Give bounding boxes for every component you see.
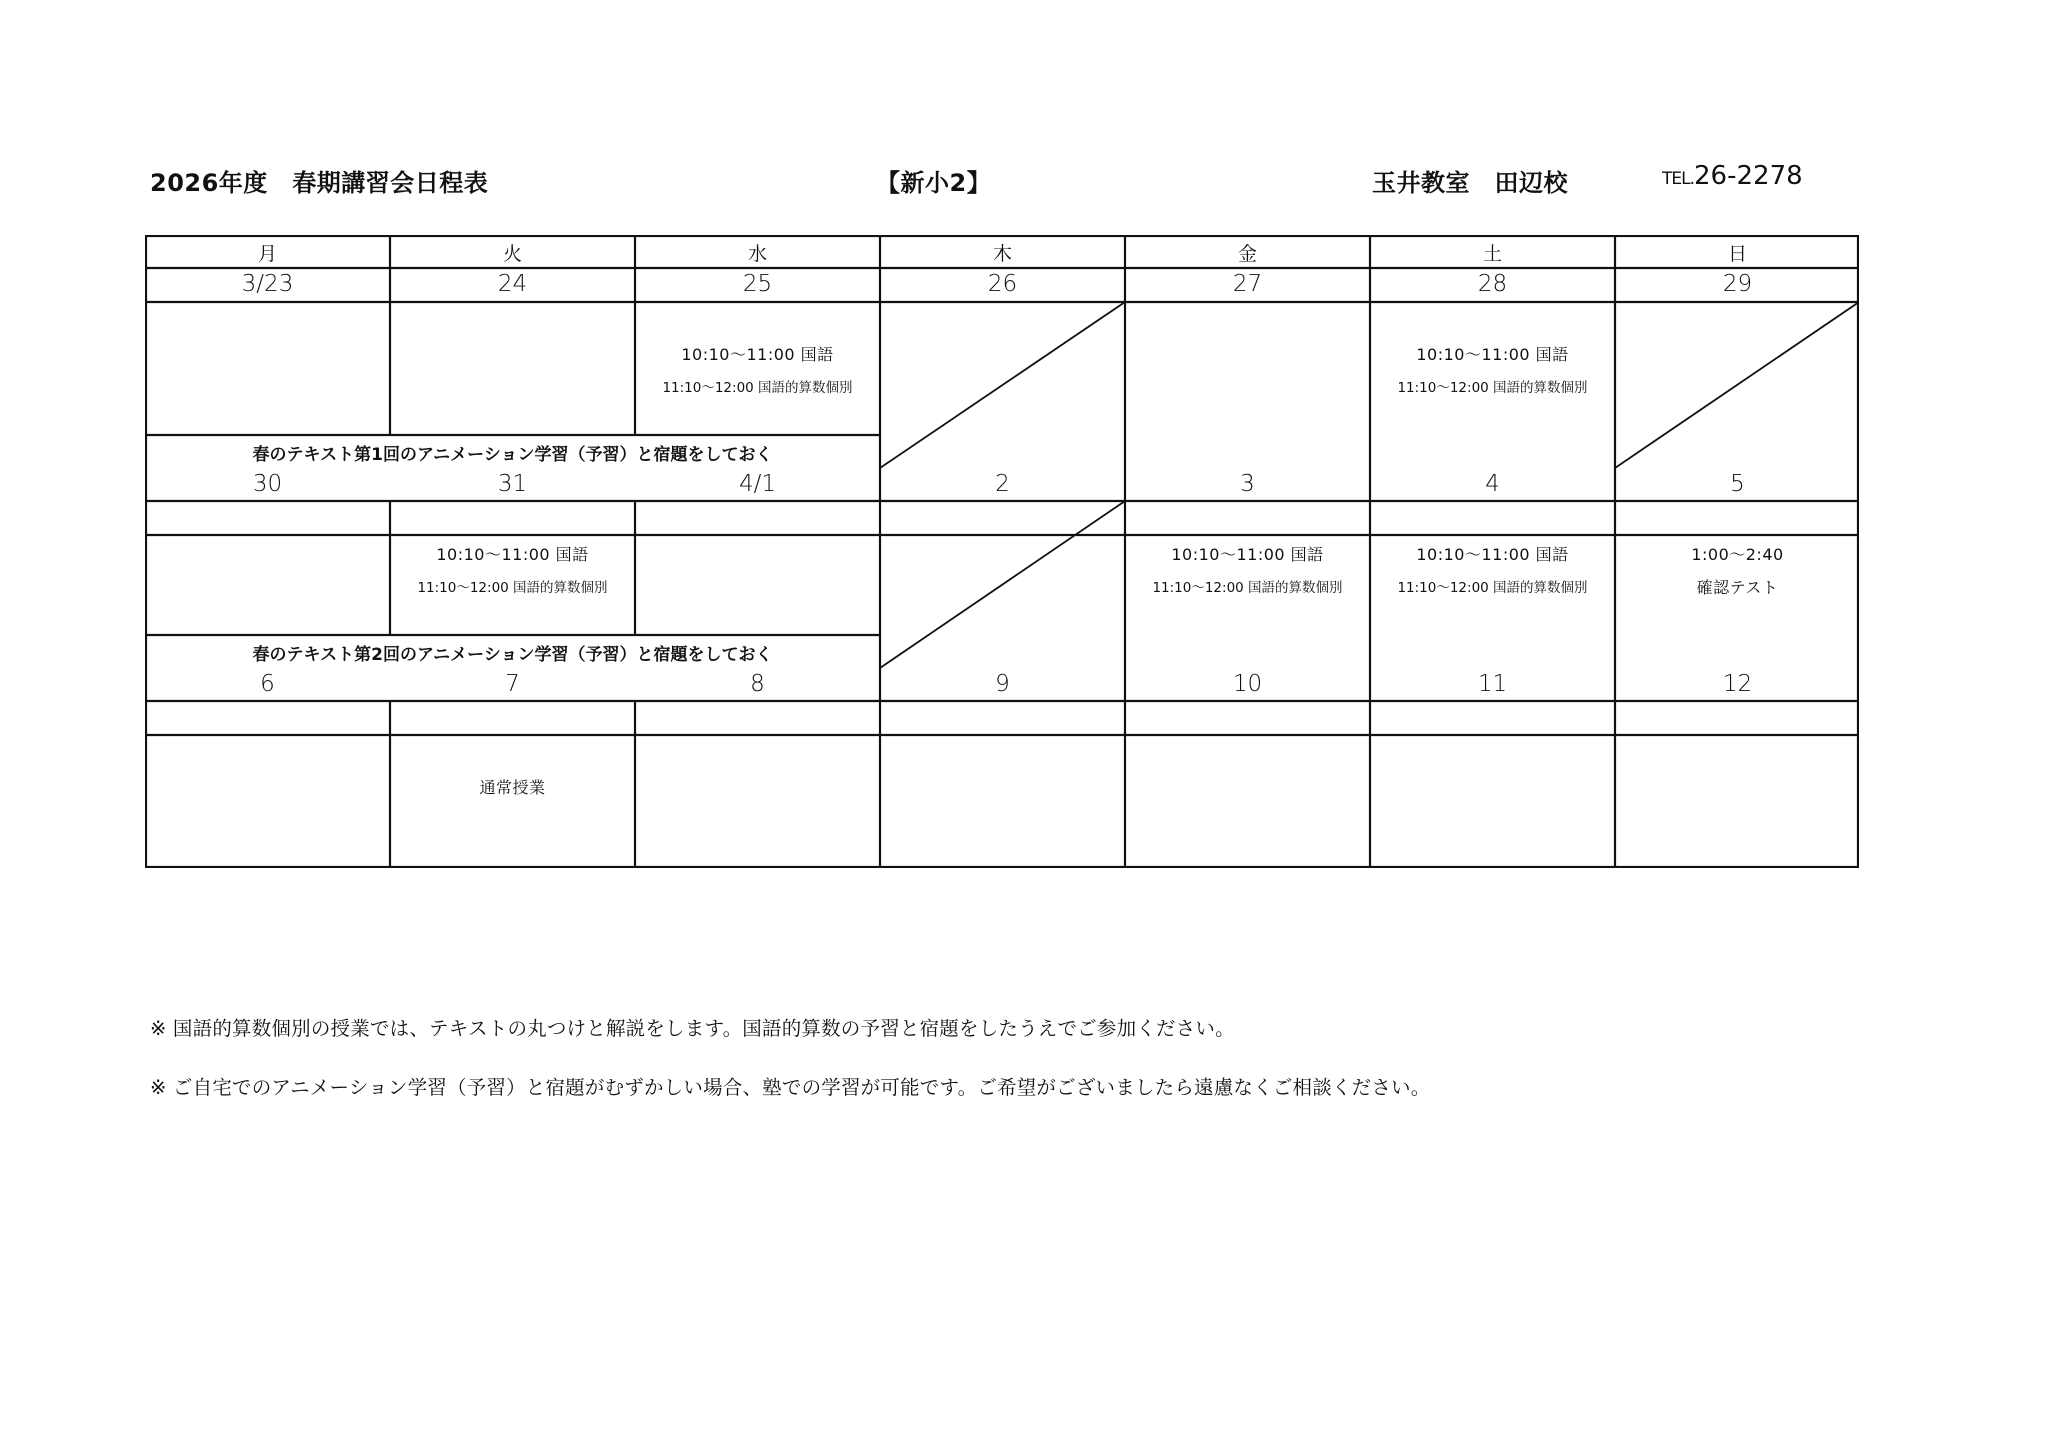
lesson-time-kokugo: 10:10〜11:00 国語 [681,345,834,364]
lesson-time-individual: 11:10〜12:00 国語的算数個別 [1397,580,1588,596]
homework-banner-week1: 春のテキスト第1回のアニメーション学習（予習）と宿題をしておく [252,445,773,465]
date-cell: 25 [742,271,773,297]
date-cell: 5 [1730,471,1745,497]
weekday-mon: 月 [257,243,277,265]
date-cell: 2 [995,471,1010,497]
date-cell: 4 [1485,471,1500,497]
closed-slash-3-29 [1615,302,1859,468]
date-cell: 3 [1240,471,1255,497]
lesson-time-kokugo: 10:10〜11:00 国語 [1416,345,1569,364]
tel-prefix: TEL. [1662,169,1695,189]
school-name: 玉井教室 田辺校 [1372,169,1568,197]
lesson-time-kokugo: 10:10〜11:00 国語 [1416,545,1569,564]
lesson-time-kokugo: 10:10〜11:00 国語 [436,545,589,564]
closed-slash-4-2 [880,501,1125,668]
date-cell: 24 [497,271,528,297]
lesson-time-individual: 11:10〜12:00 国語的算数個別 [1152,580,1343,596]
date-cell: 4/1 [738,471,776,497]
test-time: 1:00〜2:40 [1691,545,1784,564]
tel-digits: 26-2278 [1694,161,1803,191]
date-cell: 29 [1722,271,1753,297]
phone-number [1662,161,1803,191]
date-cell: 26 [987,271,1018,297]
date-cell: 31 [497,471,528,497]
regular-class-label: 通常授業 [479,778,546,797]
date-cell: 3/23 [241,271,294,297]
date-cell: 8 [750,671,765,697]
lesson-time-kokugo: 10:10〜11:00 国語 [1171,545,1324,564]
weekday-thu: 木 [992,243,1012,265]
date-cell: 30 [252,471,283,497]
note-home-study: ※ ご自宅でのアニメーション学習（予習）と宿題がむずかしい場合、塾での学習が可能です。ご希望がございましたら遠慮なくご相談ください。 [150,1076,1431,1099]
date-cell: 10 [1232,671,1263,697]
weekday-tue: 火 [502,243,522,265]
lesson-time-individual: 11:10〜12:00 国語的算数個別 [662,380,853,396]
lesson-time-individual: 11:10〜12:00 国語的算数個別 [417,580,608,596]
confirmation-test-label: 確認テスト [1696,578,1779,597]
date-cell: 6 [260,671,275,697]
weekday-fri: 金 [1237,243,1257,265]
date-cell: 28 [1477,271,1508,297]
note-individual-class: ※ 国語的算数個別の授業では、テキストの丸つけと解説をします。国語的算数の予習と宿題をしたうえでご参加ください。 [150,1017,1235,1040]
date-cell: 12 [1722,671,1753,697]
weekday-sat: 土 [1482,243,1502,265]
weekday-wed: 水 [747,243,767,265]
schedule-calendar [145,235,1859,868]
date-cell: 7 [505,671,520,697]
date-cell: 11 [1477,671,1508,697]
page-title: 2026年度 春期講習会日程表 [150,169,489,197]
closed-slash-3-26 [880,302,1125,468]
homework-banner-week2: 春のテキスト第2回のアニメーション学習（予習）と宿題をしておく [252,645,773,665]
weekday-sun: 日 [1727,243,1747,265]
lesson-time-individual: 11:10〜12:00 国語的算数個別 [1397,380,1588,396]
grade-label: 【新小2】 [876,169,992,197]
date-cell: 9 [995,671,1010,697]
date-cell: 27 [1232,271,1263,297]
